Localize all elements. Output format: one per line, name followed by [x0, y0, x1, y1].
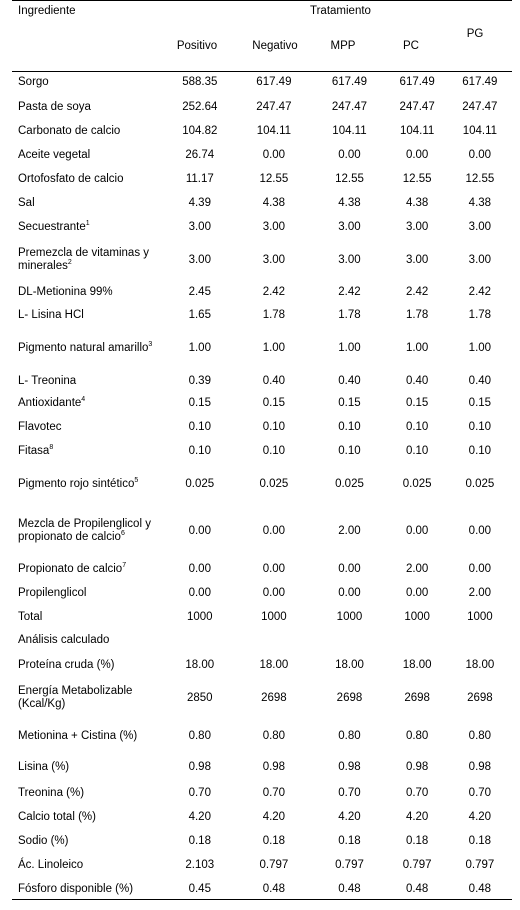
column-header-mpp: MPP	[330, 40, 356, 52]
cell-value-pg: 0.15	[468, 397, 492, 409]
cell-value-positivo: 2.45	[188, 286, 211, 298]
ingredient-name-text: Aceite vegetal	[18, 148, 91, 161]
cell-value-mpp: 2698	[336, 692, 363, 704]
ingredient-name-text: Propionato de calcio	[18, 562, 123, 575]
table-row	[12, 582, 512, 604]
cell-value-pc: 1.78	[405, 309, 429, 321]
ingredient-name-text: Pigmento natural amarillo	[18, 341, 149, 354]
cell-value-negativo: 1.00	[262, 342, 286, 354]
ingredient-name	[12, 587, 164, 600]
ingredient-name	[12, 247, 164, 273]
column-header-pc: PC	[403, 40, 419, 52]
cell-value-pg: 0.18	[468, 835, 492, 847]
ingredient-name	[12, 811, 164, 824]
cell-value-positivo: 0.45	[188, 883, 211, 895]
ingredient-name-text: Energía Metabolizable (Kcal/Kg)	[18, 685, 133, 710]
cell-value-negativo: 0.18	[262, 835, 286, 847]
ingredient-name	[12, 76, 164, 89]
ingredient-name-text: Proteína cruda (%)	[18, 658, 115, 671]
footnote-marker: 8	[49, 443, 54, 451]
ingredient-name-text: L- Treonina	[18, 374, 77, 387]
column-header-pg: PG	[466, 28, 484, 40]
cell-value-pc: 247.47	[399, 101, 435, 113]
table-row	[12, 144, 512, 166]
ingredient-name-text: Lisina (%)	[18, 760, 70, 773]
cell-value-pc: 0.10	[405, 445, 429, 457]
table-row	[12, 678, 512, 718]
cell-value-pc: 0.15	[405, 397, 429, 409]
cell-value-pg: 1.00	[468, 342, 492, 354]
cell-value-negativo: 0.15	[262, 397, 286, 409]
column-header-positivo: Positivo	[176, 40, 218, 52]
cell-value-negativo: 0.48	[262, 883, 286, 895]
table-row	[12, 654, 512, 676]
ingredient-name-text: Mezcla de Propilenglicol y propionato de calcio	[18, 518, 151, 543]
ingredient-name	[12, 859, 164, 872]
ingredient-name	[12, 685, 164, 711]
cell-value-pc: 0.70	[405, 787, 429, 799]
cell-value-pc: 4.38	[405, 197, 429, 209]
ingredient-name-text: Premezcla de vitaminas y minerales	[18, 247, 150, 272]
cell-value-pg: 0.10	[468, 421, 492, 433]
cell-value-mpp: 4.20	[338, 811, 361, 823]
cell-value-negativo: 0.98	[262, 761, 286, 773]
ingredient-name	[12, 397, 164, 410]
cell-value-negativo: 0.797	[259, 859, 289, 871]
cell-value-mpp: 2.42	[338, 286, 361, 298]
cell-value-negativo: 4.38	[262, 197, 286, 209]
cell-value-negativo: 1000	[261, 611, 287, 623]
cell-value-mpp: 0.80	[338, 730, 361, 742]
table-row	[12, 506, 512, 556]
table-row	[12, 830, 512, 852]
ingredient-name-text: Ác. Linoleico	[18, 858, 84, 871]
cell-value-mpp: 0.10	[338, 421, 361, 433]
cell-value-positivo: 0.025	[185, 478, 215, 490]
cell-value-negativo: 2.42	[262, 286, 286, 298]
table-row	[12, 606, 512, 628]
cell-value-mpp: 0.10	[338, 445, 361, 457]
table-row	[12, 328, 512, 368]
table-row	[12, 370, 512, 392]
cell-value-pc: 1000	[404, 611, 430, 623]
cell-value-mpp: 4.38	[338, 197, 361, 209]
table-row	[12, 806, 512, 828]
ingredient-name-text: Fitasa	[18, 444, 50, 457]
cell-value-mpp: 0.00	[338, 563, 361, 575]
ingredient-name-text: Sorgo	[18, 75, 49, 88]
ingredient-name-text: Propilenglicol	[18, 586, 87, 599]
cell-value-mpp: 3.00	[338, 221, 361, 233]
cell-value-positivo: 18.00	[185, 659, 215, 671]
cell-value-positivo: 0.10	[188, 421, 211, 433]
footnote-marker: 6	[120, 530, 125, 538]
cell-value-positivo: 0.80	[188, 730, 211, 742]
ingredient-name	[12, 375, 164, 388]
cell-value-mpp: 247.47	[331, 101, 368, 113]
cell-value-pc: 0.80	[405, 730, 429, 742]
table-row	[12, 782, 512, 804]
ingredient-name	[12, 173, 164, 186]
cell-value-pg: 2698	[467, 692, 493, 704]
cell-value-negativo: 0.40	[262, 375, 286, 387]
cell-value-pc: 0.10	[405, 421, 429, 433]
ingredient-name	[12, 309, 164, 322]
cell-value-negativo: 0.70	[262, 787, 286, 799]
cell-value-negativo: 617.49	[256, 76, 292, 88]
cell-value-negativo: 0.025	[259, 478, 289, 490]
footnote-marker: 7	[122, 561, 127, 569]
cell-value-pg: 1000	[467, 611, 493, 623]
cell-value-positivo: 0.98	[188, 761, 211, 773]
cell-value-pg: 0.48	[468, 883, 492, 895]
cell-value-mpp: 18.00	[335, 659, 364, 671]
cell-value-positivo: 1.65	[188, 309, 211, 321]
cell-value-positivo: 26.74	[185, 149, 215, 161]
footnote-marker: 1	[85, 219, 90, 227]
ingredient-name-text: Metionina + Cistina (%)	[18, 729, 138, 742]
table-row	[12, 440, 512, 462]
ingredient-name-text: Secuestrante	[18, 220, 86, 233]
ingredient-name	[12, 286, 164, 299]
cell-value-pg: 104.11	[462, 125, 498, 137]
cell-value-mpp: 1000	[336, 611, 363, 623]
footnote-marker: 3	[148, 340, 153, 348]
table-row	[12, 756, 512, 778]
ingredient-name	[12, 478, 164, 491]
cell-value-positivo: 3.00	[188, 254, 211, 266]
table-row	[12, 216, 512, 238]
cell-value-positivo: 4.39	[188, 197, 211, 209]
ingredient-name	[12, 611, 164, 624]
table-row	[12, 192, 512, 214]
cell-value-pg: 2.00	[468, 587, 492, 599]
cell-value-negativo: 0.00	[262, 587, 286, 599]
cell-value-pg: 0.98	[468, 761, 492, 773]
cell-value-negativo: 0.10	[262, 421, 286, 433]
cell-value-mpp: 0.797	[335, 859, 364, 871]
cell-value-negativo: 3.00	[262, 254, 286, 266]
cell-value-positivo: 11.17	[185, 173, 214, 185]
cell-value-positivo: 3.00	[188, 221, 211, 233]
cell-value-pg: 4.38	[468, 197, 492, 209]
cell-value-pg: 0.00	[468, 525, 492, 537]
cell-value-negativo: 104.11	[256, 125, 292, 137]
cell-value-negativo: 0.10	[262, 445, 286, 457]
column-header-negativo: Negativo	[252, 40, 298, 52]
ingredient-name-text: Pigmento rojo sintético	[18, 477, 135, 490]
ingredient-name-text: DL-Metionina 99%	[18, 285, 113, 298]
table-row	[12, 281, 512, 303]
table-row	[12, 392, 512, 414]
cell-value-mpp: 0.15	[338, 397, 361, 409]
cell-value-pg: 247.47	[462, 101, 498, 113]
footnote-marker: 2	[67, 259, 72, 267]
cell-value-mpp: 3.00	[338, 254, 361, 266]
ingredient-name	[12, 659, 164, 672]
cell-value-pc: 0.40	[405, 375, 429, 387]
ingredient-name-text: Ortofosfato de calcio	[18, 172, 124, 185]
table-row	[12, 720, 512, 752]
cell-value-mpp: 0.00	[338, 149, 361, 161]
cell-value-pc: 18.00	[402, 659, 432, 671]
cell-value-mpp: 0.48	[338, 883, 361, 895]
table-row	[12, 304, 512, 326]
ingredient-name	[12, 221, 164, 234]
ingredient-name	[12, 518, 164, 544]
cell-value-pc: 104.11	[399, 125, 435, 137]
cell-value-pg: 3.00	[468, 221, 492, 233]
ingredient-name-text: Flavotec	[18, 420, 62, 433]
cell-value-positivo: 2.103	[185, 859, 215, 871]
cell-value-negativo: 18.00	[259, 659, 289, 671]
cell-value-mpp: 0.40	[338, 375, 361, 387]
ingredient-name-text: Sodio (%)	[18, 834, 69, 847]
cell-value-mpp: 0.00	[338, 587, 361, 599]
cell-value-mpp: 12.55	[335, 173, 364, 185]
cell-value-mpp: 0.70	[338, 787, 361, 799]
table-row	[12, 168, 512, 190]
ingredient-name-text: Pasta de soya	[18, 100, 91, 113]
cell-value-positivo: 4.20	[188, 811, 211, 823]
ingredient-name	[12, 787, 164, 800]
cell-value-pc: 3.00	[405, 221, 429, 233]
ingredient-name	[12, 563, 164, 576]
cell-value-mpp: 0.18	[338, 835, 361, 847]
cell-value-pc: 0.18	[405, 835, 429, 847]
cell-value-positivo: 0.18	[188, 835, 211, 847]
cell-value-pg: 0.00	[468, 149, 492, 161]
ingredient-name	[12, 101, 164, 114]
ingredient-column-header: Ingrediente	[18, 5, 76, 17]
cell-value-negativo: 247.47	[256, 101, 292, 113]
ingredient-name	[12, 445, 164, 458]
cell-value-pc: 0.025	[402, 478, 432, 490]
cell-value-negativo: 12.55	[259, 173, 289, 185]
table-row	[12, 96, 512, 118]
table-row	[12, 558, 512, 580]
cell-value-negativo: 2698	[261, 692, 287, 704]
ingredient-table	[12, 0, 512, 895]
table-header	[12, 0, 512, 70]
cell-value-pc: 0.00	[405, 149, 429, 161]
cell-value-pg: 12.55	[465, 173, 495, 185]
ingredient-name	[12, 730, 164, 743]
cell-value-positivo: 0.00	[188, 587, 211, 599]
cell-value-mpp: 0.025	[335, 478, 364, 490]
cell-value-pg: 0.70	[468, 787, 492, 799]
cell-value-pg: 3.00	[468, 254, 492, 266]
cell-value-mpp: 1.78	[338, 309, 361, 321]
table-row	[12, 464, 512, 504]
ingredient-name	[12, 197, 164, 210]
cell-value-pg: 4.20	[468, 811, 492, 823]
cell-value-positivo: 1000	[186, 611, 213, 623]
ingredient-name-text: Carbonato de calcio	[18, 124, 121, 137]
cell-value-pc: 0.00	[405, 525, 429, 537]
ingredient-name	[12, 149, 164, 162]
cell-value-pg: 0.10	[468, 445, 492, 457]
cell-value-negativo: 0.00	[262, 525, 286, 537]
cell-value-pc: 2.42	[405, 286, 429, 298]
ingredient-name-text: L- Lisina HCl	[18, 308, 84, 321]
cell-value-positivo: 588.35	[182, 76, 218, 88]
table-row	[12, 240, 512, 280]
ingredient-name-text: Fósforo disponible (%)	[18, 882, 134, 895]
ingredient-name	[12, 835, 164, 848]
ingredient-name	[12, 883, 164, 896]
cell-value-pg: 617.49	[462, 76, 498, 88]
cell-value-pc: 0.98	[405, 761, 429, 773]
cell-value-mpp: 2.00	[338, 525, 361, 537]
cell-value-positivo: 0.00	[188, 563, 211, 575]
cell-value-negativo: 0.80	[262, 730, 286, 742]
cell-value-mpp: 617.49	[331, 76, 368, 88]
cell-value-positivo: 2850	[186, 692, 213, 704]
cell-value-pc: 3.00	[405, 254, 429, 266]
ingredient-name	[12, 125, 164, 138]
table-row	[12, 74, 512, 90]
ingredient-name	[12, 634, 164, 647]
cell-value-positivo: 0.00	[188, 525, 211, 537]
cell-value-positivo: 0.70	[188, 787, 211, 799]
ingredient-name-text: Treonina (%)	[18, 786, 85, 799]
cell-value-pg: 0.797	[465, 859, 495, 871]
cell-value-negativo: 4.20	[262, 811, 286, 823]
cell-value-pg: 18.00	[465, 659, 495, 671]
cell-value-pc: 2698	[404, 692, 430, 704]
table-row	[12, 630, 512, 650]
ingredient-name-text: Análisis calculado	[18, 633, 110, 646]
treatment-column-header: Tratamiento	[310, 5, 371, 17]
ingredient-name-text: Calcio total (%)	[18, 810, 96, 823]
cell-value-positivo: 0.15	[188, 397, 211, 409]
cell-value-mpp: 1.00	[338, 342, 361, 354]
cell-value-mpp: 0.98	[338, 761, 361, 773]
ingredient-name	[12, 421, 164, 434]
cell-value-pg: 0.40	[468, 375, 492, 387]
table-bottom-rule	[12, 899, 512, 900]
cell-value-pg: 0.00	[468, 563, 492, 575]
cell-value-negativo: 0.00	[262, 563, 286, 575]
cell-value-pc: 0.48	[405, 883, 429, 895]
ingredient-name-text: Antioxidante	[18, 396, 82, 409]
cell-value-pg: 0.80	[468, 730, 492, 742]
ingredient-name	[12, 761, 164, 774]
table-row	[12, 854, 512, 876]
ingredient-name-text: Sal	[18, 196, 35, 209]
cell-value-pc: 0.00	[405, 587, 429, 599]
footnote-marker: 4	[81, 395, 86, 403]
cell-value-pc: 12.55	[402, 173, 432, 185]
cell-value-positivo: 104.82	[182, 125, 218, 137]
cell-value-pc: 617.49	[399, 76, 435, 88]
table-row	[12, 416, 512, 438]
cell-value-pc: 1.00	[405, 342, 429, 354]
cell-value-positivo: 252.64	[182, 101, 218, 113]
footnote-marker: 5	[134, 476, 139, 484]
ingredient-name-text: Total	[18, 610, 43, 623]
ingredient-name	[12, 342, 164, 355]
cell-value-negativo: 3.00	[262, 221, 286, 233]
cell-value-pg: 0.025	[465, 478, 495, 490]
cell-value-pg: 1.78	[468, 309, 492, 321]
cell-value-positivo: 0.39	[188, 375, 211, 387]
cell-value-negativo: 1.78	[262, 309, 286, 321]
cell-value-pc: 0.797	[402, 859, 432, 871]
cell-value-negativo: 0.00	[262, 149, 286, 161]
cell-value-pc: 2.00	[405, 563, 429, 575]
table-row	[12, 878, 512, 900]
header-rule	[12, 71, 512, 72]
cell-value-positivo: 1.00	[188, 342, 211, 354]
cell-value-mpp: 104.11	[332, 125, 367, 137]
cell-value-positivo: 0.10	[188, 445, 211, 457]
cell-value-pc: 4.20	[405, 811, 429, 823]
cell-value-pg: 2.42	[468, 286, 492, 298]
table-row	[12, 120, 512, 142]
